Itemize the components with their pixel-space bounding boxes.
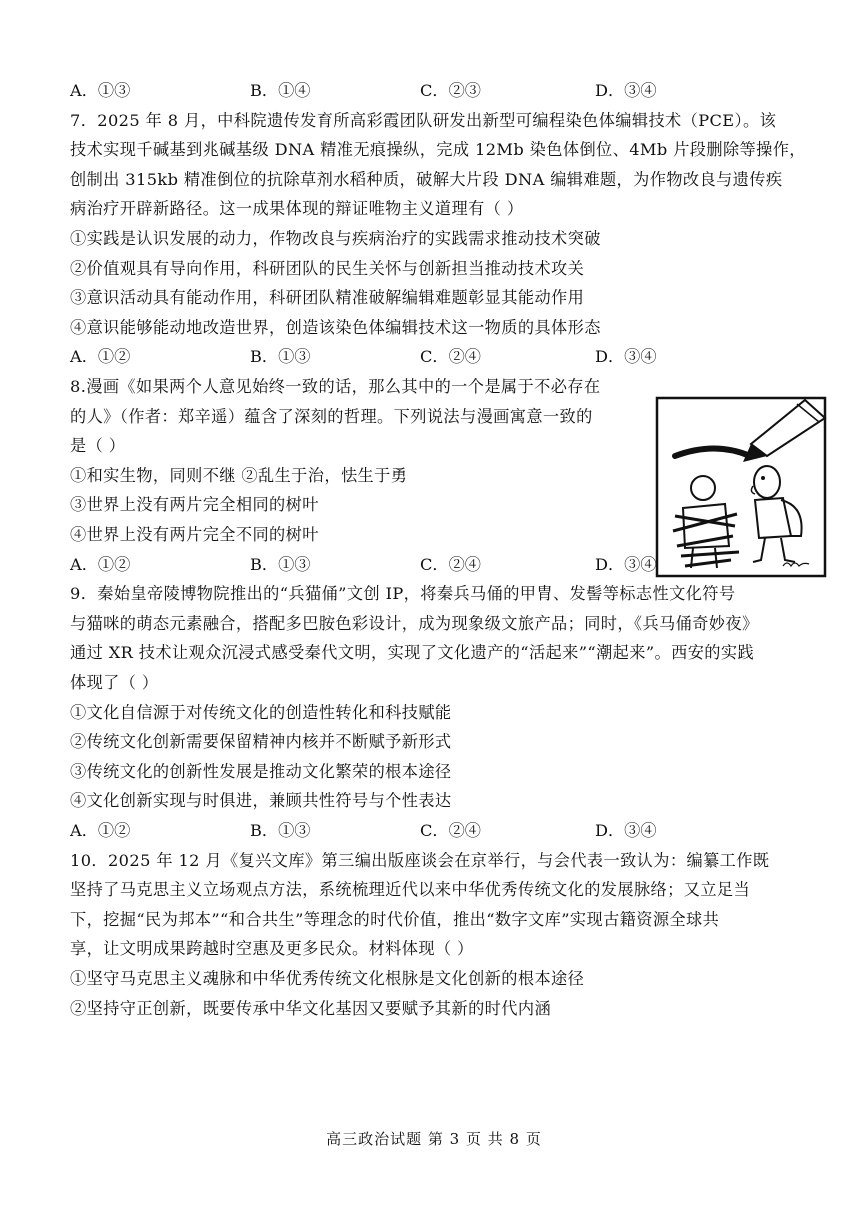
text-line: ①实践是认识发展的动力，作物改良与疾病治疗的实践需求推动技术突破 <box>70 229 601 248</box>
text-line: ④世界上没有两片完全不同的树叶 <box>70 525 319 544</box>
option-d: D．③④ <box>595 821 657 840</box>
answer-options <box>70 820 770 842</box>
text-line: 坚持了马克思主义立场观点方法，系统梳理近代以来中华优秀传统文化的发展脉络；又立足当 <box>70 880 751 899</box>
text-line: ③世界上没有两片完全相同的树叶 <box>70 495 319 514</box>
option-d: D．③④ <box>595 347 657 366</box>
text-line: 的人》（作者：郑辛遥）蕴含了深刻的哲理。下列说法与漫画寓意一致的 <box>70 407 593 426</box>
option-b: B．①③ <box>250 821 311 840</box>
option-a: A．①② <box>70 555 131 574</box>
text-line: 病治疗开辟新路径。这一成果体现的辩证唯物主义道理有（ ） <box>70 199 524 218</box>
text-line: 创制出 315kb 精准倒位的抗除草剂水稻种质，破解大片段 DNA 编辑难题，为作物改良与遗传疾 <box>70 170 783 189</box>
text-line: 8.漫画《如果两个人意见始终一致的话，那么其中的一个是属于不必存在 <box>70 377 601 396</box>
text-line: ②价值观具有导向作用，科研团队的民生关怀与创新担当推动技术攻关 <box>70 259 585 278</box>
option-b: B．①③ <box>250 347 311 366</box>
text-line: 享，让文明成果跨越时空惠及更多民众。材料体现（ ） <box>70 939 474 958</box>
answer-options <box>70 80 770 102</box>
text-line: 7．2025 年 8 月，中科院遗传发育所高彩霞团队研发出新型可编程染色体编辑技术（PCE）。该 <box>70 111 777 130</box>
text-line: ③意识活动具有能动作用，科研团队精准破解编辑难题彰显其能动作用 <box>70 288 585 307</box>
text-line: 是（ ） <box>70 436 126 455</box>
text-line: 通过 XR 技术让观众沉浸式感受秦代文明，实现了文化遗产的“活起来”“潮起来”。西安的实践 <box>70 643 755 662</box>
text-line: ②坚持守正创新，既要传承中华文化基因又要赋予其新的时代内涵 <box>70 999 552 1018</box>
option-b: B．①③ <box>250 555 311 574</box>
option-a: A．①② <box>70 347 131 366</box>
option-c: C．②④ <box>420 555 481 574</box>
text-line: 体现了（ ） <box>70 673 159 692</box>
text-line: 技术实现千碱基到兆碱基级 DNA 精准无痕操纵，完成 12Mb 染色体倒位、4Mb 片段删除等操作， <box>70 140 806 159</box>
text-line: ③传统文化的创新性发展是推动文化繁荣的根本途径 <box>70 762 452 781</box>
text-line: ①文化自信源于对传统文化的创造性转化和科技赋能 <box>70 703 452 722</box>
page-footer: 高三政治试题 第 3 页 共 8 页 <box>326 1130 542 1148</box>
text-line: 下，挖掘“民为邦本”“和合共生”等理念的时代价值，推出“数字文库”实现古籍资源全球共 <box>70 910 720 929</box>
option-b: B．①④ <box>250 81 311 100</box>
text-line: 与猫咪的萌态元素融合，搭配多巴胺色彩设计，成为现象级文旅产品；同时，《兵马俑奇妙夜》 <box>70 614 759 633</box>
option-c: C．②③ <box>420 81 481 100</box>
text-line: 9．秦始皇帝陵博物院推出的“兵猫俑”文创 IP，将秦兵马俑的甲胄、发髻等标志性文化符号 <box>70 584 736 603</box>
option-c: C．②④ <box>420 347 481 366</box>
text-line: ①和实生物，同则不继 ②乱生于治，怯生于勇 <box>70 466 408 485</box>
option-c: C．②④ <box>420 821 481 840</box>
option-d: D．③④ <box>595 81 657 100</box>
text-line: ④意识能够能动地改造世界，创造该染色体编辑技术这一物质的具体形态 <box>70 318 601 337</box>
option-a: A．①② <box>70 821 131 840</box>
cartoon-illustration <box>655 396 827 578</box>
answer-options <box>70 346 770 368</box>
option-a: A．①③ <box>70 81 131 100</box>
text-line: ④文化创新实现与时俱进，兼顾共性符号与个性表达 <box>70 791 452 810</box>
text-line: 10．2025 年 12 月《复兴文库》第三编出版座谈会在京举行，与会代表一致认为：编纂工作既 <box>70 851 770 870</box>
option-d: D．③④ <box>595 555 657 574</box>
text-line: ①坚守马克思主义魂脉和中华优秀传统文化根脉是文化创新的根本途径 <box>70 969 585 988</box>
text-line: ②传统文化创新需要保留精神内核并不断赋予新形式 <box>70 732 452 751</box>
